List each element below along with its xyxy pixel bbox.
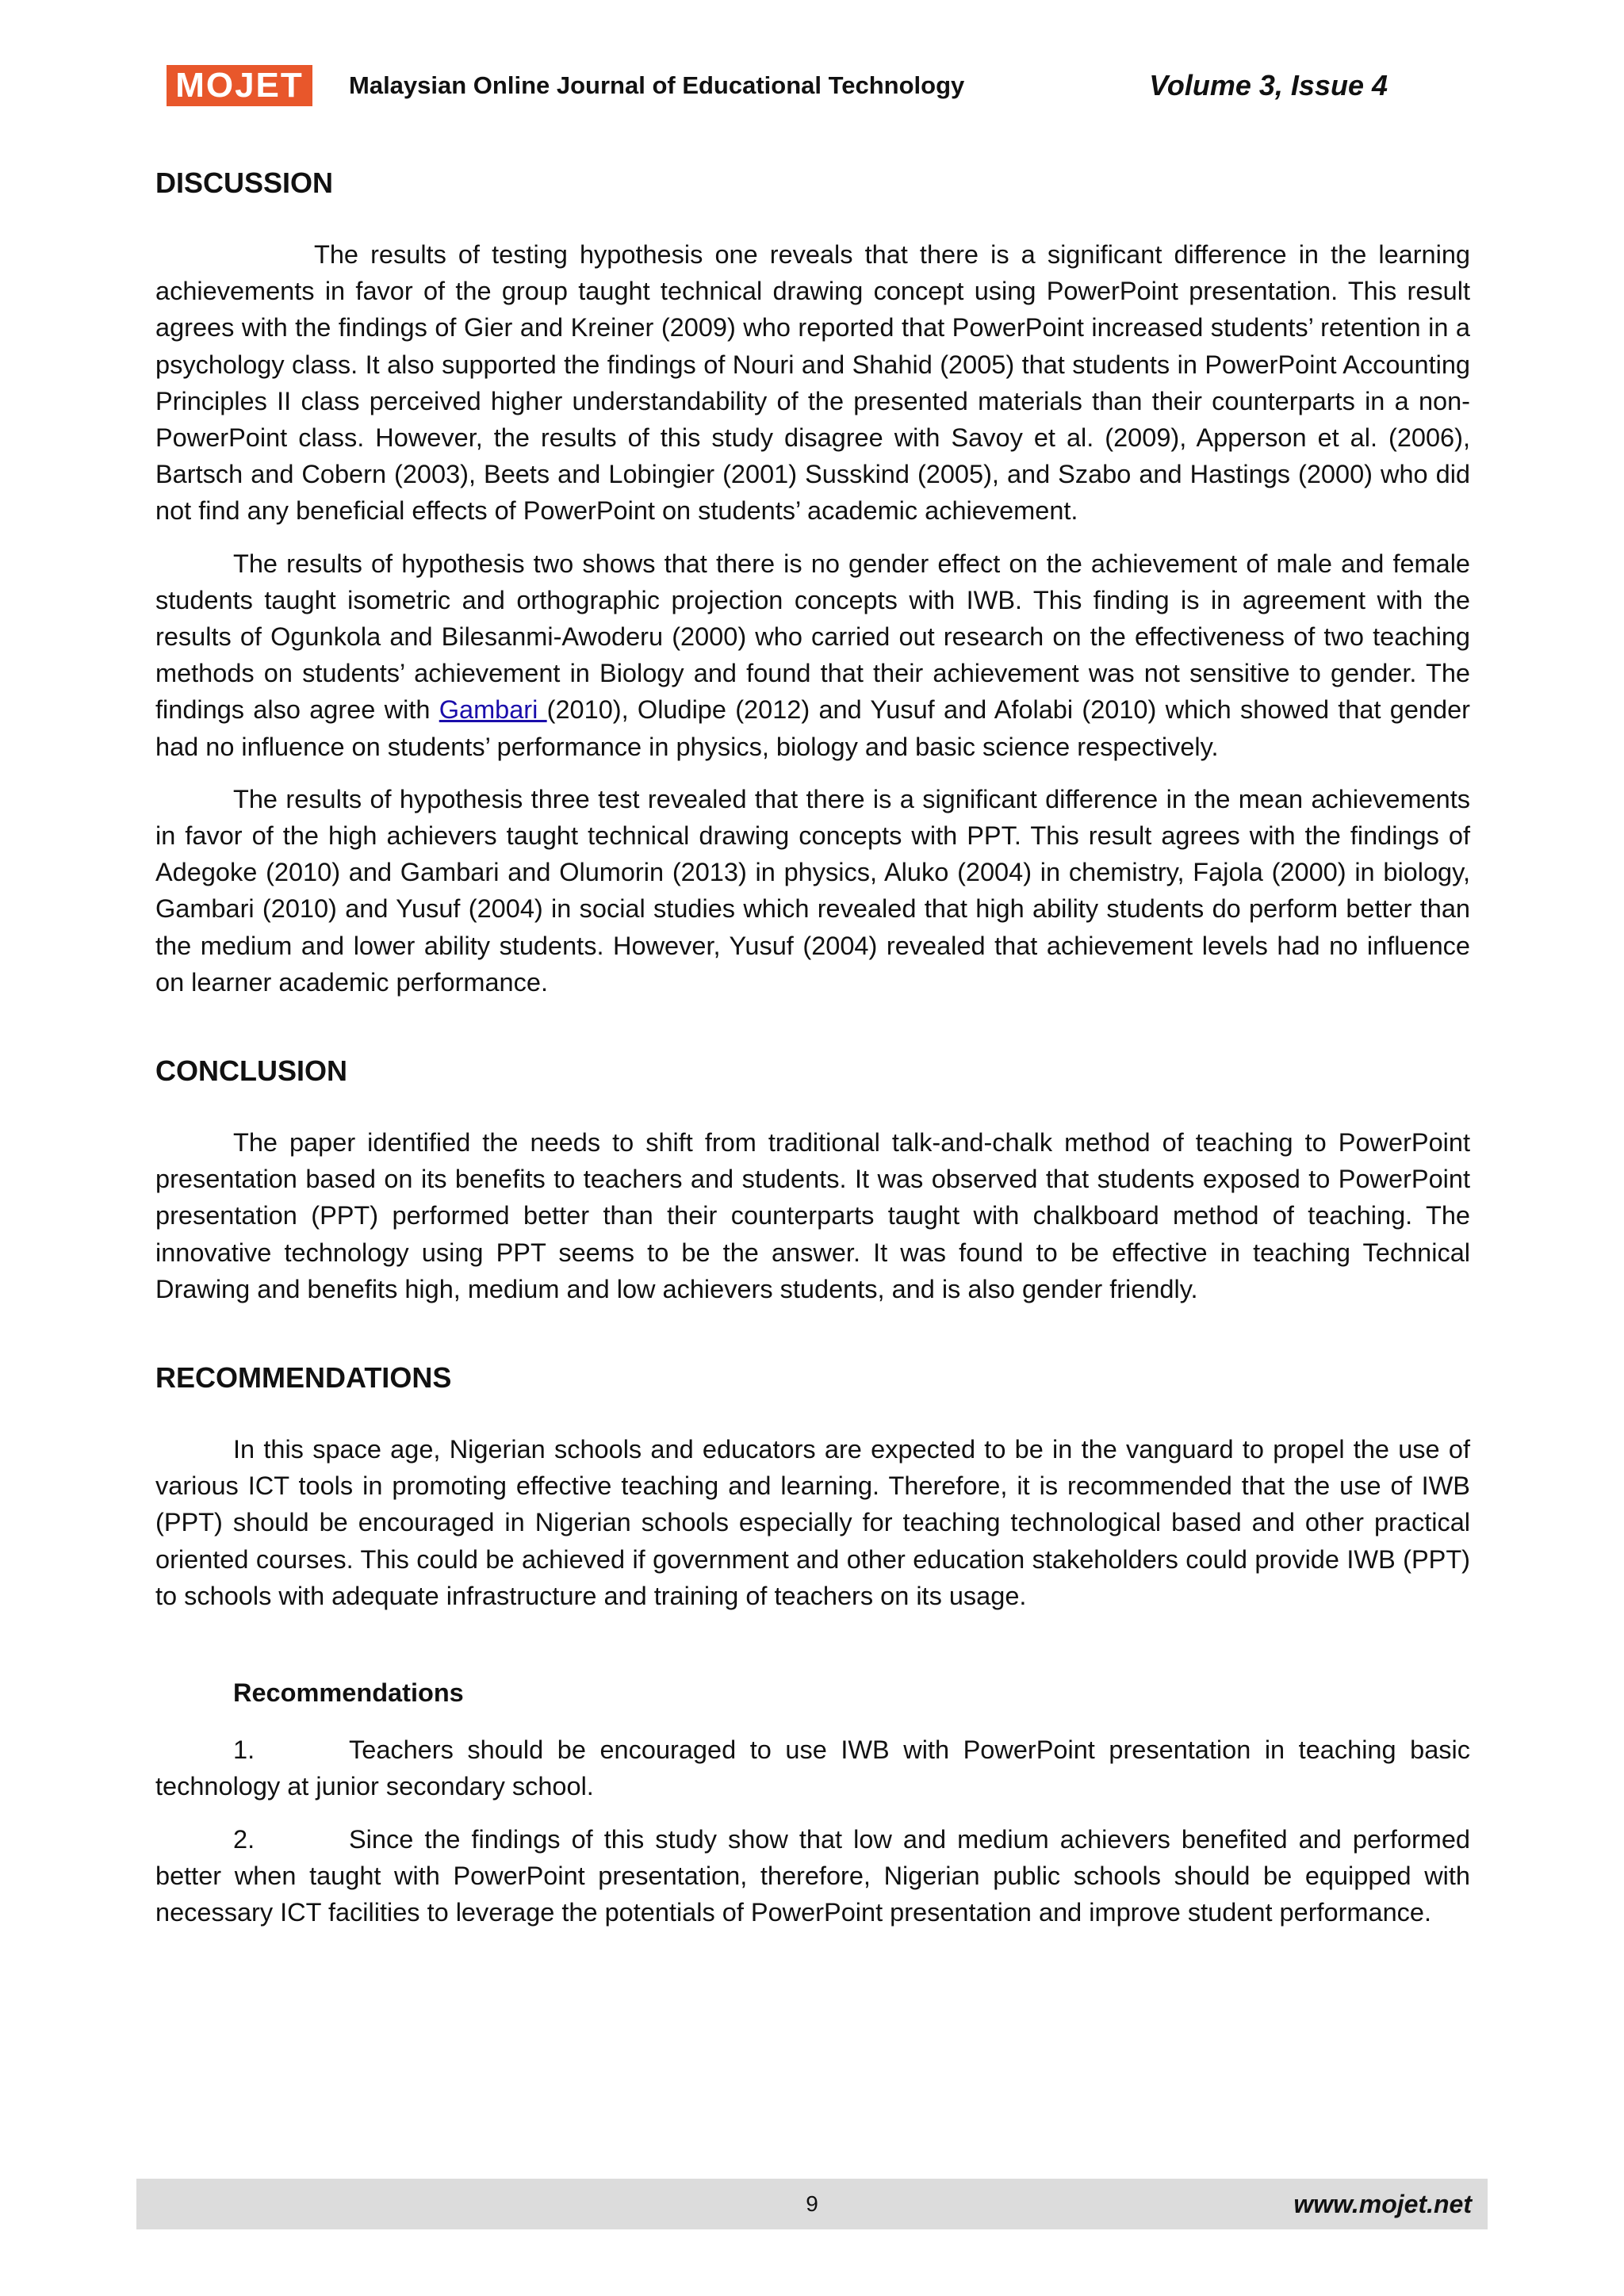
discussion-paragraph-2-start: The results of hypothesis two shows that there is no gender effect on the achievement of male and female students taught isometric and orthographic projection concepts with IWB. This finding is in agreement with the results of Ogunkola and Bilesanmi-Awoderu (2000) who carried out research on the effectiveness of two teaching methods on students’ achievement in Biology and found that their achievement was not sensitive to gender. The findings also agree with — [155, 549, 1470, 725]
article-body — [155, 163, 1470, 1946]
gambari-reference-link[interactable]: Gambari — [439, 695, 547, 725]
recommendation-item-2 — [155, 1821, 1470, 1931]
volume-issue: Volume 3, Issue 4 — [1149, 69, 1388, 101]
section-spacer — [155, 1323, 1470, 1358]
discussion-paragraph-2 — [155, 545, 1470, 765]
recommendation-item-1 — [155, 1732, 1470, 1804]
discussion-heading: DISCUSSION — [155, 166, 334, 199]
recommendation-number: 2. — [233, 1824, 255, 1854]
recommendations-subheading: Recommendations — [233, 1678, 464, 1708]
recommendation-text: Since the findings of this study show that low and medium achievers benefited and performed better when taught with PowerPoint presentation, therefore, Nigerian public schools should be equipped with necessary ICT facilities to leverage the potentials of PowerPoint presentation and improve student performance. — [155, 1824, 1470, 1927]
page-header — [167, 65, 1388, 109]
conclusion-section — [155, 1051, 1470, 1307]
discussion-section — [155, 163, 1470, 1001]
conclusion-paragraph: The paper identified the needs to shift from traditional talk-and-chalk method of teaching to PowerPoint presentation based on its benefits to teachers and students. It was observed that students exposed to PowerPoint presentation (PPT) performed better than their counterparts taught with chalkboard method of teaching. The innovative technology using PPT seems to be the answer. It was found to be effective in teaching Technical Drawing and benefits high, medium and low achievers students, and is also gender friendly. — [155, 1128, 1470, 1303]
mojet-logo: MOJET — [167, 65, 312, 106]
recommendation-number: 1. — [233, 1735, 255, 1765]
conclusion-heading: CONCLUSION — [155, 1054, 347, 1088]
recommendations-heading: RECOMMENDATIONS — [155, 1361, 452, 1395]
discussion-paragraph-2-end: (2010), Oludipe (2012) and Yusuf and Afolabi (2010) which showed that gender had no influence on students’ performance in physics, biology and basic science respectively. — [155, 695, 1471, 761]
page-footer — [136, 2179, 1488, 2229]
recommendations-section — [155, 1358, 1470, 1931]
journal-name: Malaysian Online Journal of Educational Technology — [349, 71, 965, 99]
recommendations-paragraph: In this space age, Nigerian schools and educators are expected to be in the vanguard to propel the use of various ICT tools in promoting effective teaching and learning. Therefore, it is recommended that the use of IWB (PPT) should be encouraged in Nigerian schools especially for teaching technological based and other practical oriented courses. This could be achieved if government and other education stakeholders could provide IWB (PPT) to schools with adequate infrastructure and training of teachers on its usage. — [155, 1435, 1470, 1610]
section-spacer — [155, 1016, 1470, 1051]
recommendation-text: Teachers should be encouraged to use IWB with PowerPoint presentation in teaching basic technology at junior secondary school. — [155, 1735, 1470, 1801]
journal-website: www.mojet.net — [1293, 2190, 1472, 2218]
discussion-paragraph-1: The results of testing hypothesis one reveals that there is a significant difference in the learning achievements in favor of the group taught technical drawing concept using PowerPoint presentation. This result agrees with the findings of Gier and Kreiner (2009) who reported that PowerPoint increased students’ retention in a psychology class. It also supported the findings of Nouri and Shahid (2005) that students in PowerPoint Accounting Principles II class perceived higher understandability of the presented materials than their counterparts in a non-PowerPoint class. However, the results of this study disagree with Savoy et al. (2009), Apperson et al. (2006), Bartsch and Cobern (2003), Beets and Lobingier (2001) Susskind (2005), and Szabo and Hastings (2000) who did not find any beneficial effects of PowerPoint on students’ academic achievement. — [155, 240, 1470, 526]
discussion-paragraph-3: The results of hypothesis three test revealed that there is a significant difference in the mean achievements in favor of the high achievers taught technical drawing concepts with PPT. This result agrees with the findings of Adegoke (2010) and Gambari and Olumorin (2013) in physics, Aluko (2004) in chemistry, Fajola (2000) in biology, Gambari (2010) and Yusuf (2004) in social studies which revealed that high ability students do perform better than the medium and lower ability students. However, Yusuf (2004) revealed that achievement levels had no influence on learner academic performance. — [155, 784, 1470, 997]
page-number: 9 — [806, 2191, 818, 2216]
